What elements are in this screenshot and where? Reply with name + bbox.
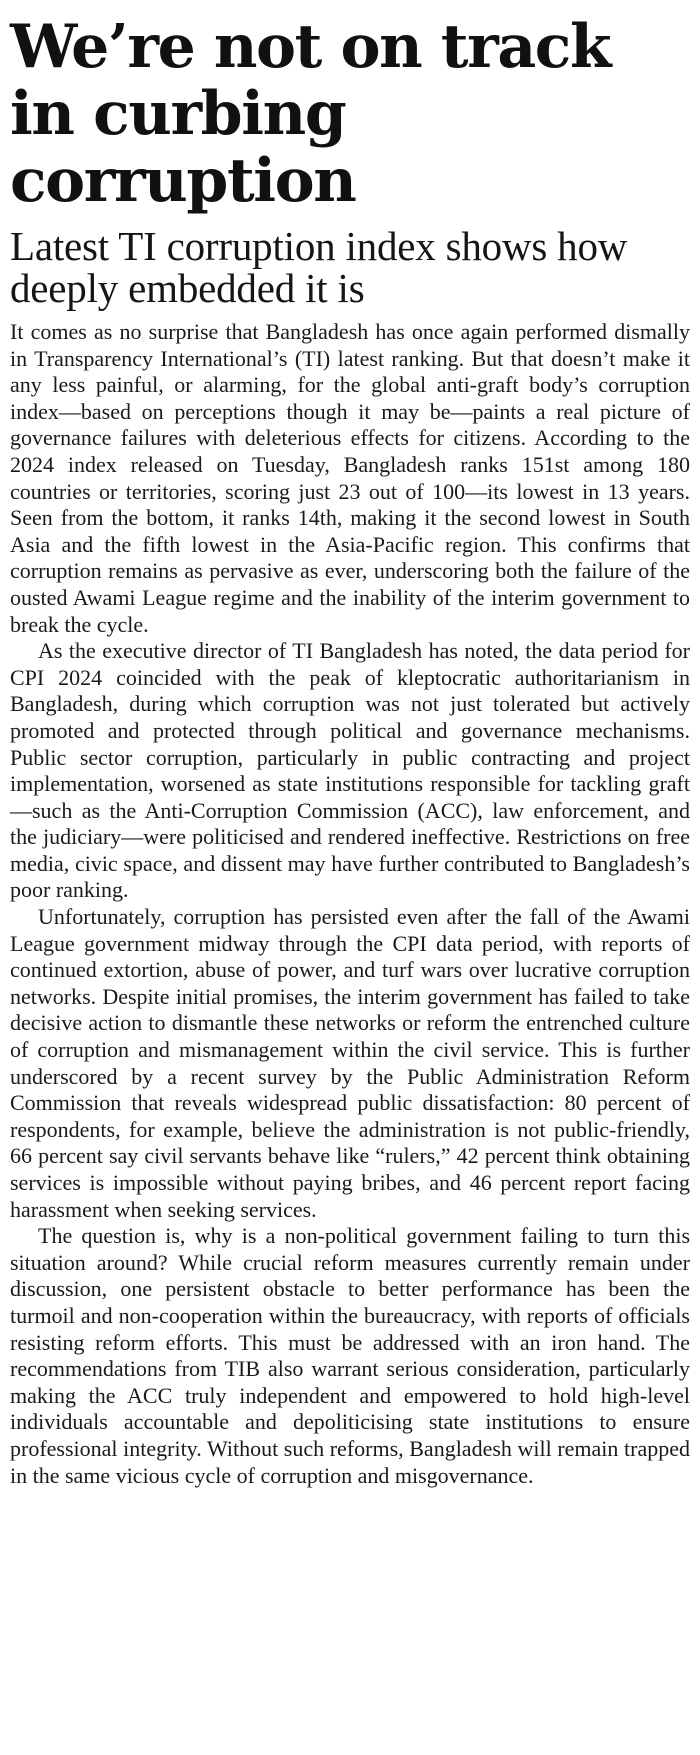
body-paragraph-4: The question is, why is a non-political government failing to turn this situation around? While crucial reform measures currently remain under discussion, one persistent obstacle to better performance has been the turmoil and non-cooperation within the bureaucracy, with reports of officials resisting reform efforts. This must be addressed with an iron hand. The recommendations from TIB also warrant serious consideration, particularly making the ACC truly independent and empowered to hold high-level individuals accountable and depoliticising state institutions to ensure professional integrity. Without such reforms, Bangladesh will remain trapped in the same vicious cycle of corruption and misgovernance. <box>10 1223 690 1488</box>
headline: We’re not on track in curbing corruption <box>10 12 611 216</box>
body-paragraph-1: It comes as no surprise that Bangladesh has once again performed dismally in Transparency International’s (TI) latest ranking. But that doesn’t make it any less painful, or alarming, for the global anti-graft body’s corruption index—based on perceptions though it may be—paints a real picture of governance failures with deleterious effects for citizens. According to the 2024 index released on Tuesday, Bangladesh ranks 151st among 180 countries or territories, scoring just 23 out of 100—its lowest in 13 years. Seen from the bottom, it ranks 14th, making it the second lowest in South Asia and the fifth lowest in the Asia-Pacific region. This confirms that corruption remains as pervasive as ever, underscoring both the failure of the ousted Awami League regime and the inability of the interim government to break the cycle. <box>10 319 690 637</box>
body-paragraph-2: As the executive director of TI Bangladesh has noted, the data period for CPI 2024 coincided with the peak of kleptocratic authoritarianism in Bangladesh, during which corruption was not just tolerated but actively promoted and protected through political and governance mechanisms. Public sector corruption, particularly in public contracting and project implementation, worsened as state institutions responsible for tackling graft—such as the Anti-Corruption Commission (ACC), law enforcement, and the judiciary—were politicised and rendered ineffective. Restrictions on free media, civic space, and dissent may have further contributed to Bangladesh’s poor ranking. <box>10 638 690 903</box>
article-body <box>10 319 690 1489</box>
subheadline: Latest TI corruption index shows how deeply embedded it is <box>10 223 628 311</box>
body-paragraph-3: Unfortunately, corruption has persisted even after the fall of the Awami League government midway through the CPI data period, with reports of continued extortion, abuse of power, and turf wars over lucrative corruption networks. Despite initial promises, the interim government has failed to take decisive action to dismantle these networks or reform the entrenched culture of corruption and mismanagement within the civil service. This is further underscored by a recent survey by the Public Administration Reform Commission that reveals widespread public dissatisfaction: 80 percent of respondents, for example, believe the administration is not public-friendly, 66 percent say civil servants behave like “rulers,” 42 percent think obtaining services is impossible without paying bribes, and 46 percent report facing harassment when seeking services. <box>10 904 690 1222</box>
